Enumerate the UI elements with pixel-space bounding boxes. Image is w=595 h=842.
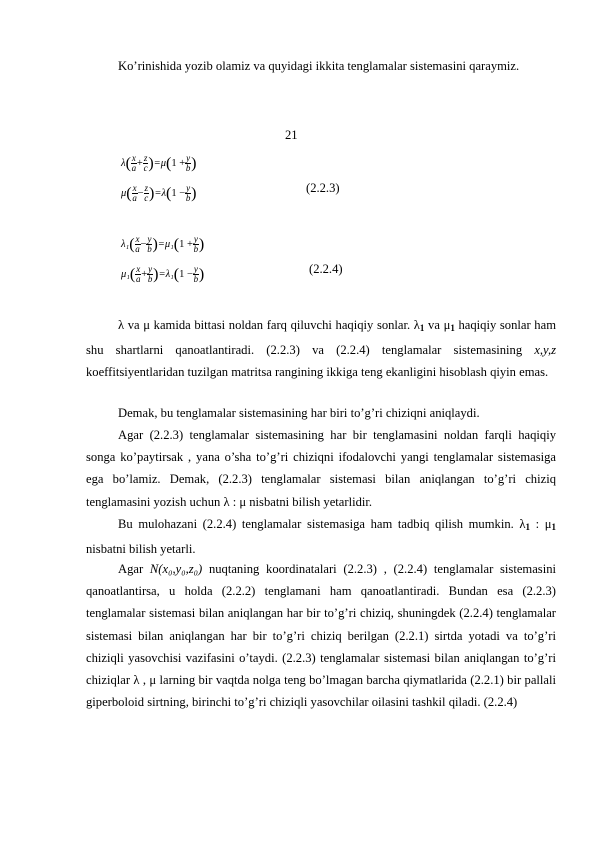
paragraph-lambda-mu: λ va μ kamida bittasi noldan farq qiluvchi haqiqiy sonlar. λ1 va μ1 haqiqiy sonlar ham shu shartlarni qanoatlantiradi. (2.2.3) va (2.2.4) tenglamalar sistemasining x,y,z koeffitsiyentlaridan tuzilgan matritsa rangining ikkiga teng ekanligini hisoblash qiyin emas. — [86, 318, 556, 380]
equation-system-2-2-4 — [121, 235, 246, 287]
paragraph-demak: Demak, bu tenglamalar sistemasining har biri to’g’ri chiziqni aniqlaydi. — [118, 406, 480, 420]
equation-2-2-4-line-1: λ₁( $\frac{x}{a}$ − $\frac{y}{b}$ )=μ₁(1 + $\frac{y}{b}$ ) — [121, 234, 205, 254]
paragraph-intro — [86, 55, 556, 77]
page-number: 21 — [285, 128, 298, 142]
equation-2-2-3-line-1: λ( $\frac{x}{a}$ + $\frac{z}{c}$ )=μ(1 + $\frac{y}{b}$ ) — [121, 153, 197, 173]
equation-system-2-2-3 — [121, 154, 241, 206]
equation-label-2-2-4: (2.2.4) — [309, 262, 343, 276]
paragraph-agar-point: Agar N(x₀,y₀,z₀) nuqtaning koordinatalari (2.2.3) , (2.2.4) tenglamalar sistemasini qanoatlantirsa, u holda (2.2.2) tenglamani ham qanoatlantiradi. Bundan esa (2.2.3) tenglamalar sistemasi bilan aniqlangan har bir to’g’ri chiziq, shuningdek (2.2.4) tenglamalar sistemasi bilan aniqlangan har bir to’g’ri chiziq berilgan (2.2.1) sirtda yotadi va to’g’ri chiziqli yasovchisi vazifasini o’taydi. (2.2.3) tenglamalar sistemasi bilan aniqlangan to’g’ri chiziqlar λ , μ larning bir vaqtda nolga teng bo’lmagan barcha qiymatlarida (2.2.1) bir pallali giperboloid sirtning, birinchi to’g’ri chiziqli yasovchilar oilasini tashkil qiladi. (2.2.4) — [86, 562, 556, 710]
intro-text: Ko’rinishida yozib olamiz va quyidagi ikkita tenglamalar sistemasini qaraymiz. — [118, 59, 520, 73]
equation-label-2-2-3: (2.2.3) — [306, 181, 340, 195]
equation-2-2-3-line-2: μ( $\frac{x}{a}$ − $\frac{z}{c}$ )=λ(1 − $\frac{y}{b}$ ) — [121, 183, 197, 203]
paragraph-bu-mulohaza: Bu mulohazani (2.2.4) tenglamalar sistemasiga ham tadbiq qilish mumkin. λ1 : μ1 nisbatni bilish yetarli. — [86, 517, 556, 557]
paragraph-agar-multiply: Agar (2.2.3) tenglamalar sistemasining har bir tenglamasini noldan farqli haqiqiy songa ko’paytirsak , yana o’sha to’g’ri chiziqni ifodalovchi yangi tenglamalar sistemasiga ega bo’lamiz. Demak, (2.2.3) tenglamalar sistemasi bilan aniqlangan to’g’ri chiziq tenglamasini yozish uchun λ : μ nisbatni bilish yetarlidir. — [86, 428, 556, 509]
equation-2-2-4-line-2: μ₁( $\frac{x}{a}$ + $\frac{y}{b}$ )=λ₁(1 − $\frac{y}{b}$ ) — [121, 264, 205, 284]
